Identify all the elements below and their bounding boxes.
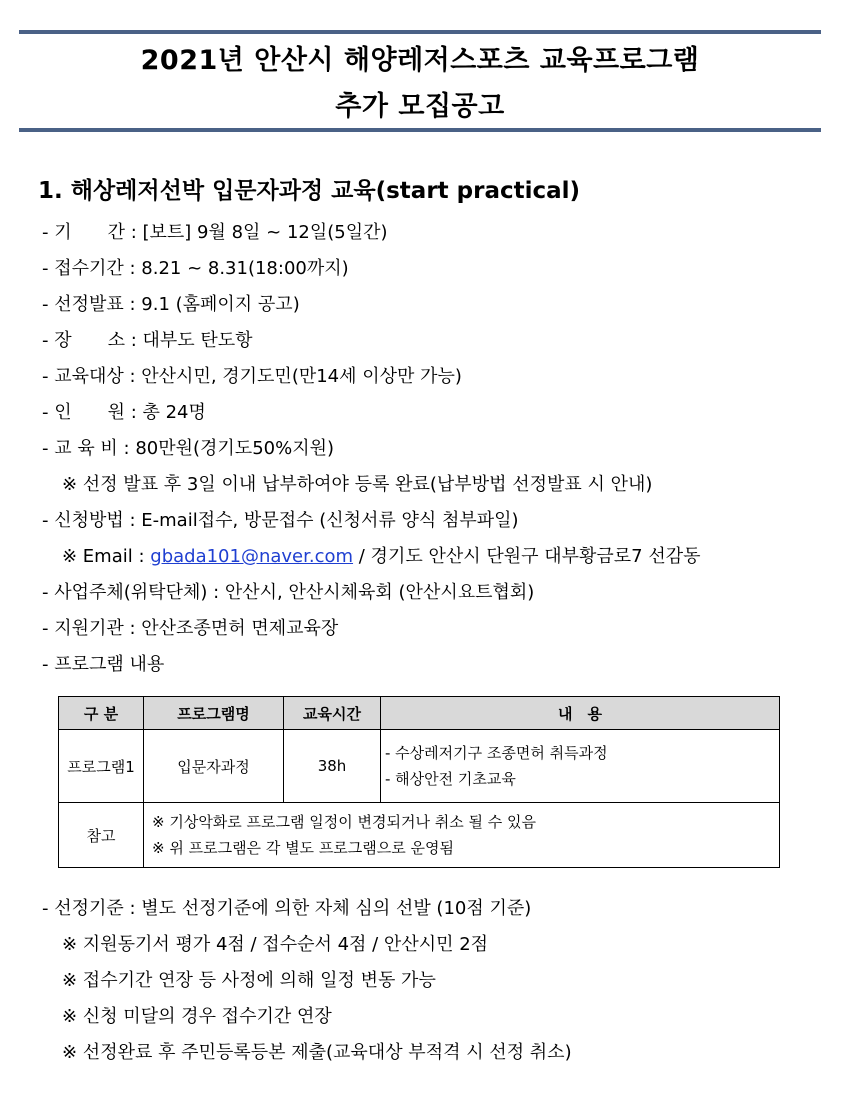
item-support: - 지원기관 : 안산조종면허 면제교육장 — [42, 618, 339, 639]
program-table — [58, 696, 780, 868]
cell-hours: 38h — [284, 730, 381, 803]
page-title: 2021년 안산시 해양레저스포츠 교육프로그램 — [140, 45, 700, 76]
header-category: 구 분 — [59, 697, 144, 730]
cell-category: 프로그램1 — [59, 730, 144, 803]
section-title: 1. 해상레저선박 입문자과정 교육(start practical) — [38, 178, 581, 204]
item-target: - 교육대상 : 안산시민, 경기도민(만14세 이상만 가능) — [42, 366, 462, 387]
table-header-row — [59, 697, 780, 730]
note-extension: ※ 신청 미달의 경우 접수기간 연장 — [62, 1006, 332, 1027]
reference-note: ※ 기상악화로 프로그램 일정이 변경되거나 취소 될 수 있음 — [152, 813, 536, 831]
item-program: - 프로그램 내용 — [42, 654, 165, 675]
item-apply-method: - 신청방법 : E-mail접수, 방문접수 (신청서류 양식 첨부파일) — [42, 510, 519, 531]
reference-note: ※ 위 프로그램은 각 별도 프로그램으로 운영됨 — [152, 839, 454, 857]
cell-program-name: 입문자과정 — [144, 730, 284, 803]
bottom-rule — [19, 128, 821, 132]
item-period: - 기 간 : [보트] 9월 8일 ~ 12일(5일간) — [42, 222, 388, 243]
item-fee: - 교 육 비 : 80만원(경기도50%지원) — [42, 438, 335, 459]
top-rule — [19, 30, 821, 34]
content-line: - 수상레저기구 조종면허 취득과정 — [385, 744, 608, 762]
cell-content — [381, 730, 780, 803]
item-reception: - 접수기간 : 8.21 ~ 8.31(18:00까지) — [42, 258, 349, 279]
note-schedule-change: ※ 접수기간 연장 등 사정에 의해 일정 변동 가능 — [62, 970, 436, 991]
note-payment: ※ 선정 발표 후 3일 이내 납부하여야 등록 완료(납부방법 선정발표 시 안내) — [62, 474, 653, 495]
table-row — [59, 730, 780, 803]
content-line: - 해상안전 기초교육 — [385, 770, 516, 788]
page-subtitle: 추가 모집공고 — [335, 91, 505, 122]
note-documents: ※ 선정완료 후 주민등록등본 제출(교육대상 부적격 시 선정 취소) — [62, 1042, 572, 1063]
email-prefix: ※ Email : — [62, 546, 151, 567]
table-row — [59, 803, 780, 868]
note-email — [62, 545, 701, 569]
item-location: - 장 소 : 대부도 탄도항 — [42, 330, 253, 351]
email-address-suffix: / 경기도 안산시 단원구 대부황금로7 선감동 — [353, 546, 701, 567]
header-hours: 교육시간 — [284, 697, 381, 730]
item-host: - 사업주체(위탁단체) : 안산시, 안산시체육회 (안산시요트협회) — [42, 582, 535, 603]
cell-reference-notes — [144, 803, 780, 868]
item-announcement: - 선정발표 : 9.1 (홈페이지 공고) — [42, 294, 300, 315]
email-link[interactable]: gbada101@naver.com — [150, 546, 354, 567]
header-program-name: 프로그램명 — [144, 697, 284, 730]
item-capacity: - 인 원 : 총 24명 — [42, 402, 206, 423]
cell-reference: 참고 — [59, 803, 144, 868]
item-selection-criteria: - 선정기준 : 별도 선정기준에 의한 자체 심의 선발 (10점 기준) — [42, 898, 532, 919]
note-scoring: ※ 지원동기서 평가 4점 / 접수순서 4점 / 안산시민 2점 — [62, 934, 489, 955]
header-content: 내 용 — [381, 697, 780, 730]
